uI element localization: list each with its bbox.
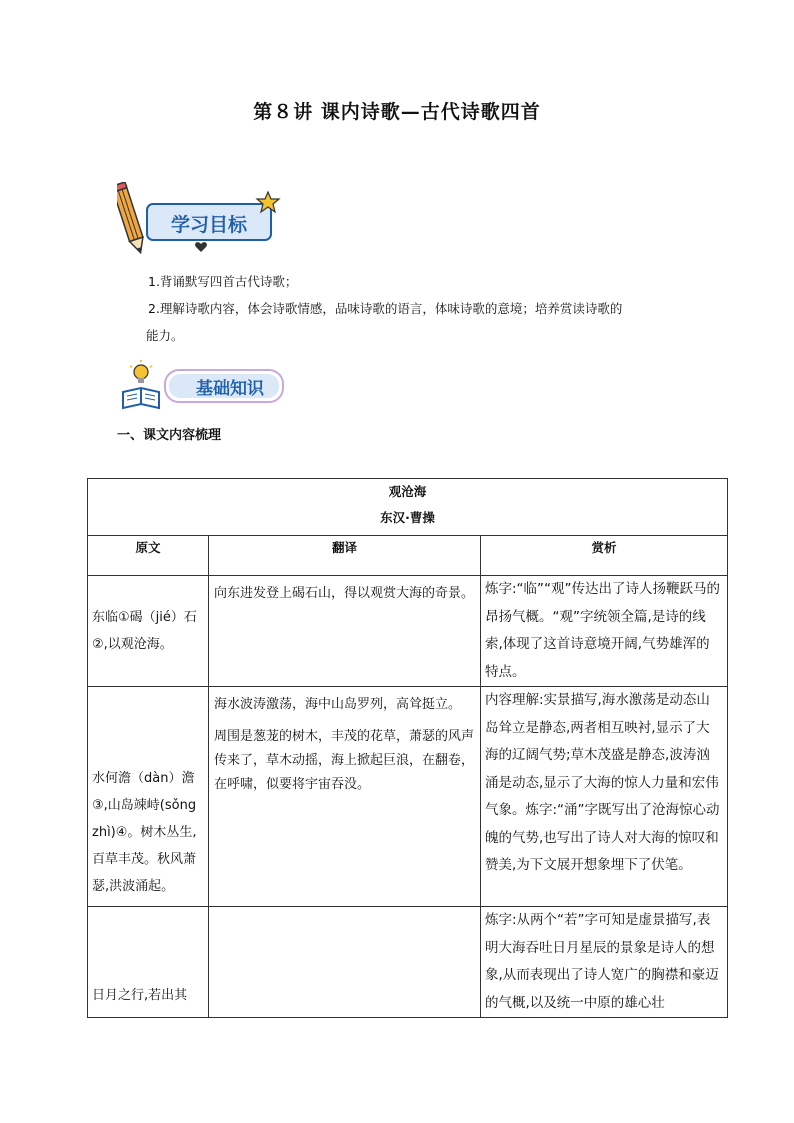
table-row xyxy=(88,687,728,907)
translation-cell xyxy=(209,687,481,907)
column-header-analysis: 赏析 xyxy=(481,536,728,576)
translation-cell xyxy=(209,576,481,687)
analysis-cell: 炼字:从两个“若”字可知是虚景描写,表明大海吞吐日月星辰的景象是诗人的想象,从而表现出了诗人宽广的胸襟和豪迈的气概,以及统一中原的雄心壮 xyxy=(481,907,728,1018)
original-cell: 日月之行,若出其 xyxy=(88,907,209,1018)
original-cell: 东临①碣（jié）石②,以观沧海。 xyxy=(88,576,209,687)
poem-title: 观沧海 xyxy=(388,484,427,499)
analysis-cell: 内容理解:实景描写,海水激荡是动态山岛耸立是静态,两者相互映衬,显示了大海的辽阔气势;草木茂盛是静态,波涛汹涌是动态,显示了大海的惊人力量和宏伟气象。炼字:“涌”字既写出了沧海惊心动魄的气势,也写出了诗人对大海的惊叹和赞美,为下文展开想象埋下了伏笔。 xyxy=(481,687,728,907)
column-header-original: 原文 xyxy=(88,536,209,576)
translation-paragraph: 周围是葱茏的树木，丰茂的花草，萧瑟的风声传来了，草木动摇，海上掀起巨浪，在翻卷，在呼啸，似要将宇宙吞没。 xyxy=(214,729,475,792)
table-row xyxy=(88,576,728,687)
translation-paragraph: 向东进发登上碣石山，得以观赏大海的奇景。 xyxy=(214,586,475,601)
learning-goals-label: 学习目标 xyxy=(170,214,247,236)
basic-knowledge-badge xyxy=(117,358,292,414)
basic-knowledge-label: 基础知识 xyxy=(196,379,264,399)
poem-table xyxy=(87,478,728,1018)
table-row xyxy=(88,907,728,1018)
learning-goals-badge xyxy=(117,182,287,256)
section-heading: 一、课文内容梳理 xyxy=(117,428,222,443)
objectives-list xyxy=(148,268,688,349)
objective-item: 1.背诵默写四首古代诗歌； xyxy=(148,274,298,289)
objective-item: 2.理解诗歌内容，体会诗歌情感，品味诗歌的语言，体味诗歌的意境；培养赏读诗歌的 xyxy=(148,301,623,316)
page-title: 第８讲 课内诗歌—古代诗歌四首 xyxy=(253,101,541,123)
analysis-cell: 炼字:“临”“观”传达出了诗人扬鞭跃马的昂扬气概。“观”字统领全篇,是诗的线索,体现了这首诗意境开阔,气势雄浑的特点。 xyxy=(481,576,728,687)
translation-paragraph: 海水波涛激荡，海中山岛罗列，高耸挺立。 xyxy=(214,697,462,712)
original-cell: 水何澹（dàn）澹③,山岛竦峙(sǒng zhì)④。树木丛生,百草丰茂。秋风萧瑟,洪波涌起。 xyxy=(88,687,209,907)
objective-item-continued: 能力。 xyxy=(146,328,184,343)
poem-author: 东汉·曹操 xyxy=(380,510,435,525)
translation-cell xyxy=(209,907,481,1018)
column-header-translation: 翻译 xyxy=(209,536,481,576)
poem-header xyxy=(88,479,728,536)
